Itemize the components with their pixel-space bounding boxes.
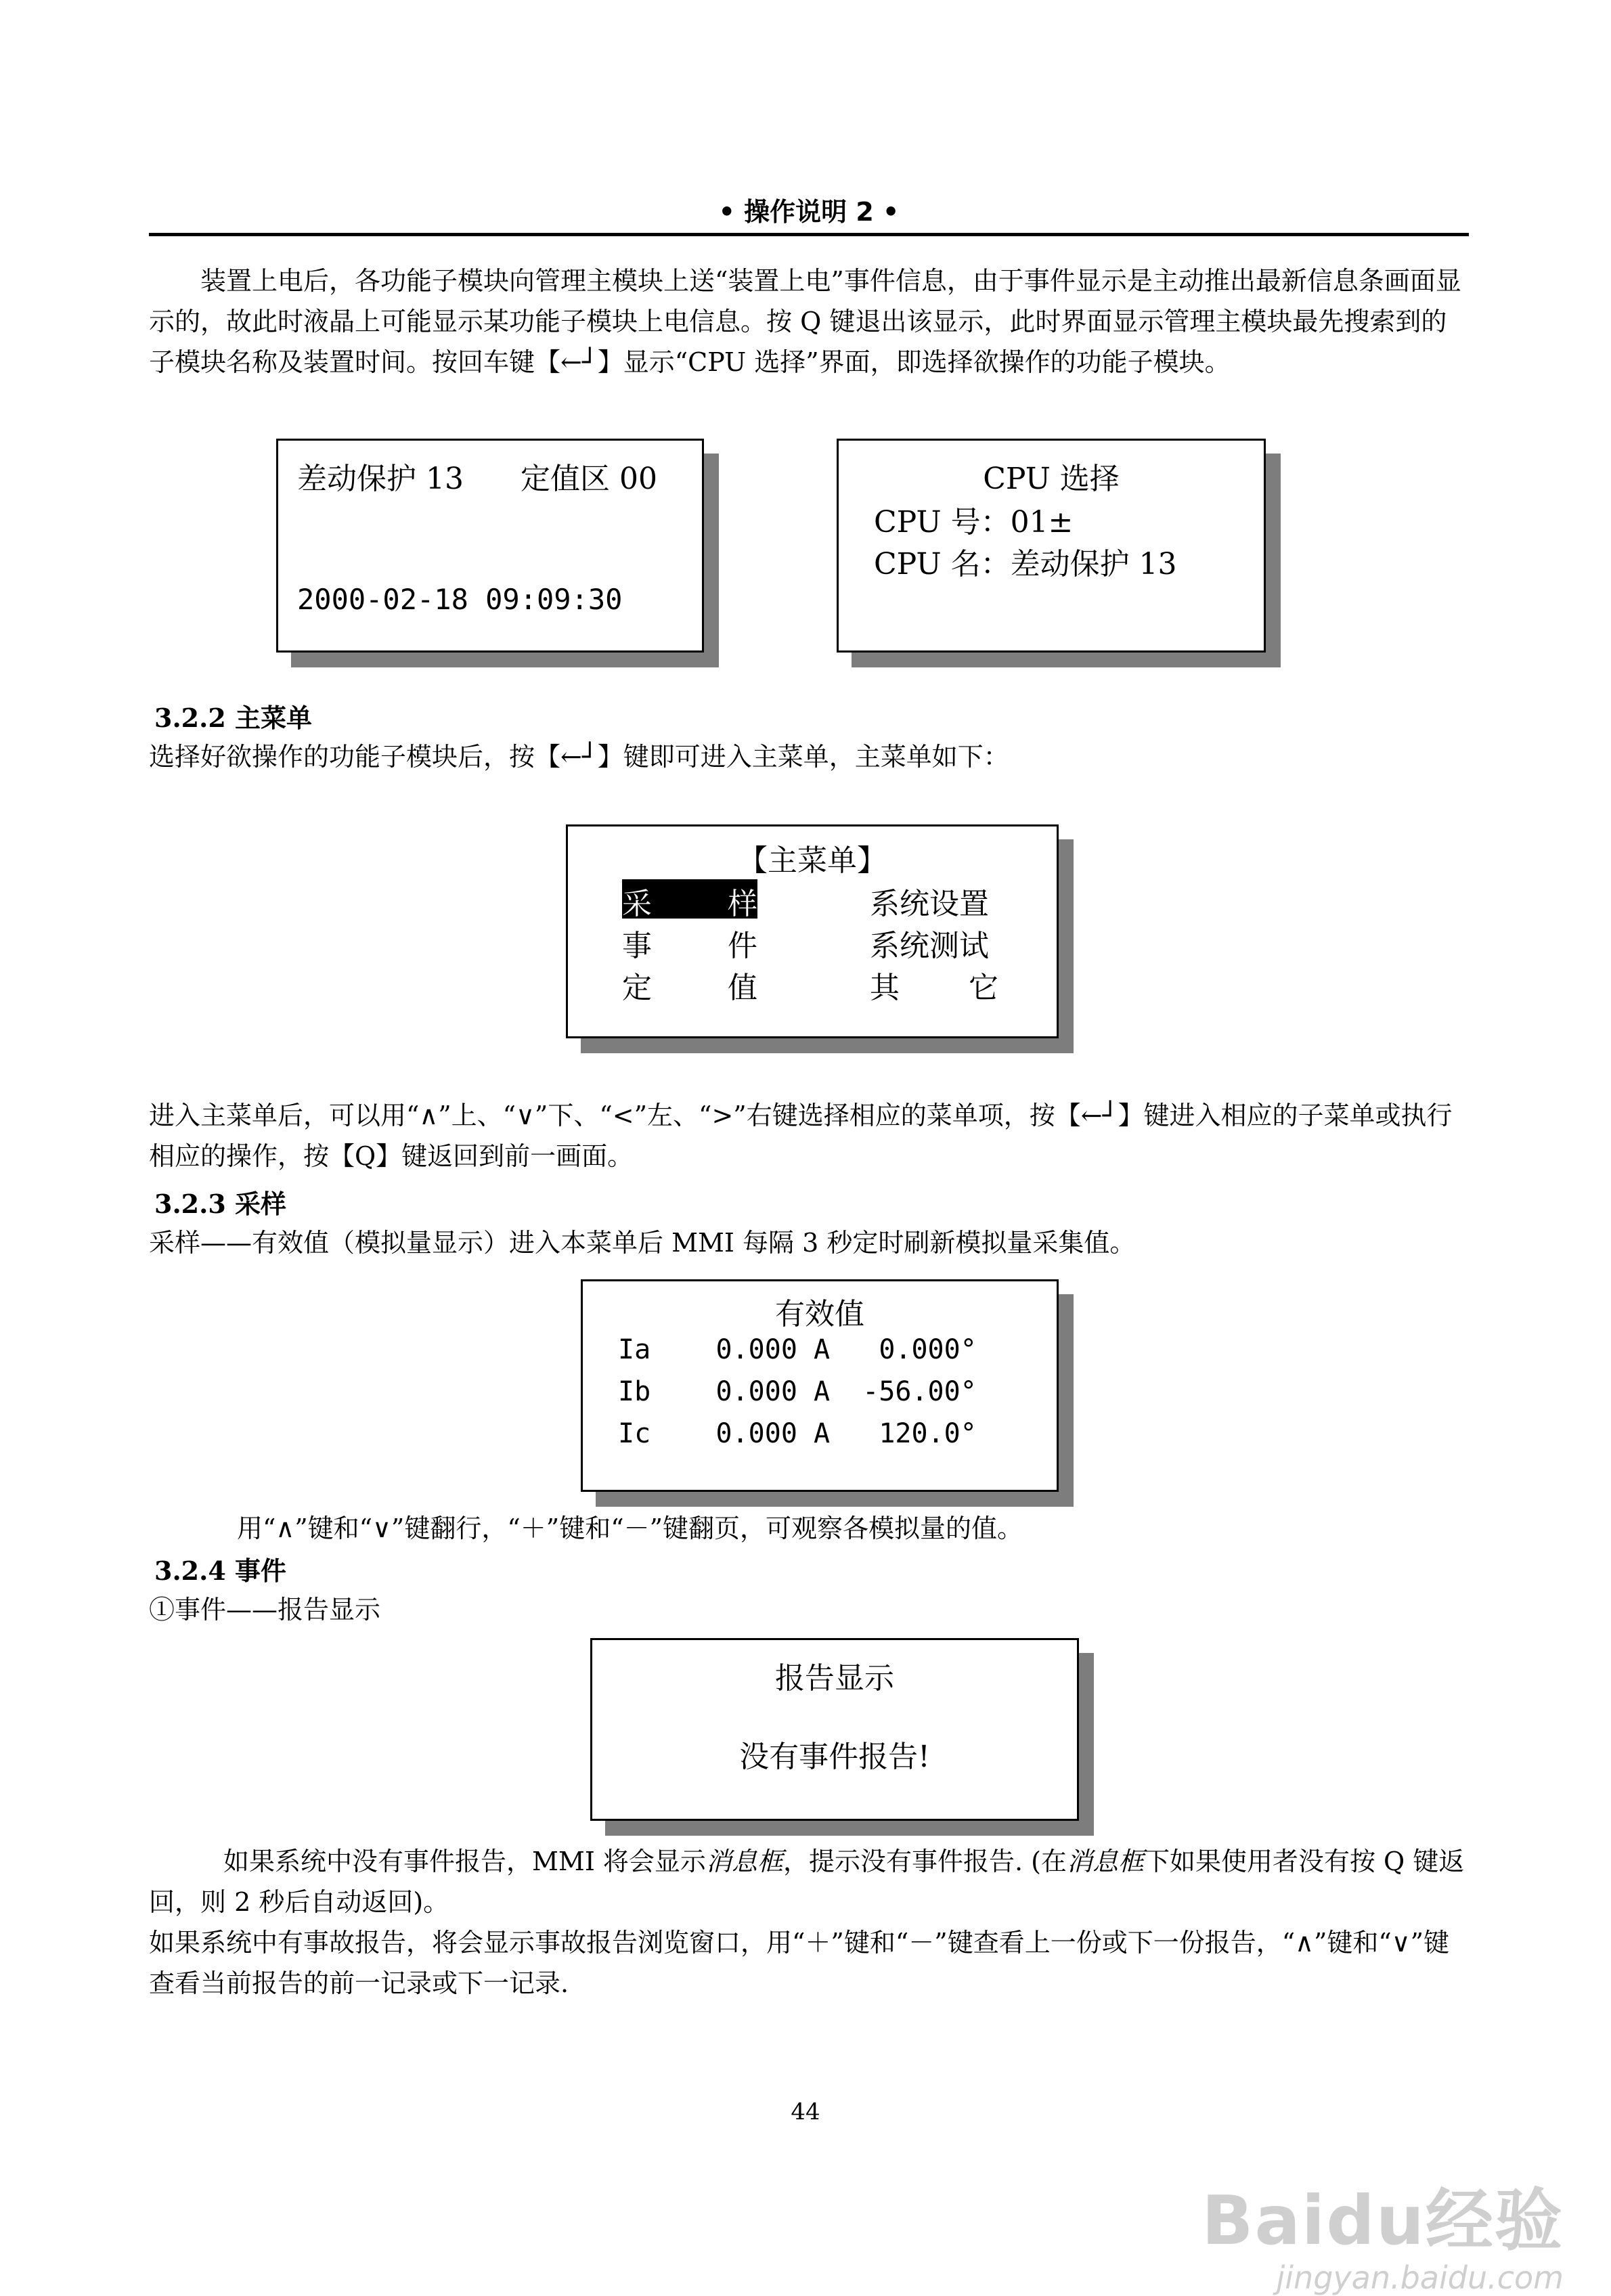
rms-title: 有效值 (775, 1297, 864, 1331)
setting-zone: 定值区 00 (521, 462, 657, 496)
menu-item-events-char2: 件 (728, 929, 757, 963)
lcd-main-menu-screen (566, 824, 1059, 1038)
rms-row-ia: Ia 0.000 A 0.000° (618, 1334, 977, 1365)
event-explanation-2: 如果系统中有事故报告，将会显示事故报告浏览窗口，用“＋”键和“－”键查看上一份或下一份报告，“∧”键和“∨”键查看当前报告的前一记录或下一记录. (149, 1928, 1450, 1998)
lcd-cpu-select-screen (837, 439, 1266, 653)
watermark-url: jingyan.baidu.com (1276, 2259, 1564, 2296)
cpu-number: CPU 号：01± (874, 505, 1074, 539)
menu-item-other-char1: 其 (870, 971, 900, 1005)
menu-item-other-char2: 它 (969, 971, 998, 1005)
lcd-status-screen (276, 439, 704, 653)
section-heading-sampling: 3.2.3 采样 (154, 1189, 287, 1219)
event-text-e: 下如果使用者没有按 Q 键返回，则 2 秒后自动返回)。 (149, 1847, 1465, 1917)
main-menu-explanation: 进入主菜单后，可以用“∧”上、“∨”下、“<”左、“>”右键选择相应的菜单项，按【←┘】键进入相应的子菜单或执行相应的操作，按【Q】键返回到前一画面。 (149, 1101, 1453, 1171)
message-box-term-1: 消息框 (705, 1847, 783, 1876)
main-menu-title: 【主菜单】 (738, 843, 887, 878)
rms-row-ib: Ib 0.000 A -56.00° (618, 1376, 977, 1407)
page-number: 44 (791, 2098, 820, 2125)
cpu-name: CPU 名：差动保护 13 (874, 547, 1177, 581)
menu-item-settings-values-char1: 定 (622, 971, 652, 1005)
report-title: 报告显示 (775, 1661, 894, 1696)
rms-explanation: 用“∧”键和“∨”键翻行，“＋”键和“－”键翻页，可观察各模拟量的值。 (237, 1514, 1023, 1543)
lcd-report-screen (590, 1638, 1079, 1821)
menu-item-other[interactable] (870, 963, 998, 1007)
sampling-intro: 采样——有效值（模拟量显示）进入本菜单后 MMI 每隔 3 秒定时刷新模拟量采集值。 (149, 1228, 1136, 1258)
page-header: • 操作说明 2 • (718, 197, 900, 227)
events-subheading: ①事件——报告显示 (149, 1595, 381, 1625)
cpu-select-title: CPU 选择 (983, 462, 1120, 496)
intro-paragraph: 装置上电后，各功能子模块向管理主模块上送“装置上电”事件信息，由于事件显示是主动推出最新信息条画面显示的，故此时液晶上可能显示某功能子模块上电信息。按 Q 键退出该显示，此时界面显示管理主模块最先搜索到的子模块名称及装置时间。按回车键【←┘】显示“CPU 选择”界面，即选择欲操作的功能子模块。 (149, 266, 1461, 377)
event-explanation-1 (149, 1841, 1469, 1922)
section-heading-main-menu: 3.2.2 主菜单 (154, 703, 313, 733)
module-name: 差动保护 13 (297, 462, 464, 496)
menu-item-system-settings[interactable]: 系统设置 (870, 887, 989, 921)
menu-item-sampling-char1: 采 (622, 887, 652, 921)
rms-row-ic: Ic 0.000 A 120.0° (618, 1418, 977, 1449)
device-datetime: 2000-02-18 09:09:30 (297, 583, 623, 616)
header-divider (149, 233, 1469, 236)
menu-item-sampling[interactable] (622, 879, 757, 919)
menu-item-sampling-char2: 样 (728, 887, 757, 921)
menu-item-events-char1: 事 (622, 929, 652, 963)
menu-item-events[interactable] (622, 921, 757, 965)
event-text-c: ，提示没有事件报告. (在 (782, 1847, 1067, 1876)
event-text-a: 如果系统中没有事件报告，MMI 将会显示 (223, 1847, 706, 1876)
message-box-term-2: 消息框 (1066, 1847, 1144, 1876)
menu-item-system-test[interactable]: 系统测试 (870, 929, 989, 963)
section-heading-events: 3.2.4 事件 (154, 1555, 287, 1586)
main-menu-intro: 选择好欲操作的功能子模块后，按【←┘】键即可进入主菜单，主菜单如下： (149, 742, 1009, 772)
menu-item-settings-values[interactable] (622, 963, 757, 1007)
lcd-rms-screen (581, 1279, 1059, 1492)
report-message: 没有事件报告! (739, 1740, 930, 1774)
watermark-logo: Baidu经验 (1201, 2181, 1564, 2260)
baidu-jingyan-watermark (1201, 2166, 1564, 2296)
menu-item-settings-values-char2: 值 (728, 971, 757, 1005)
